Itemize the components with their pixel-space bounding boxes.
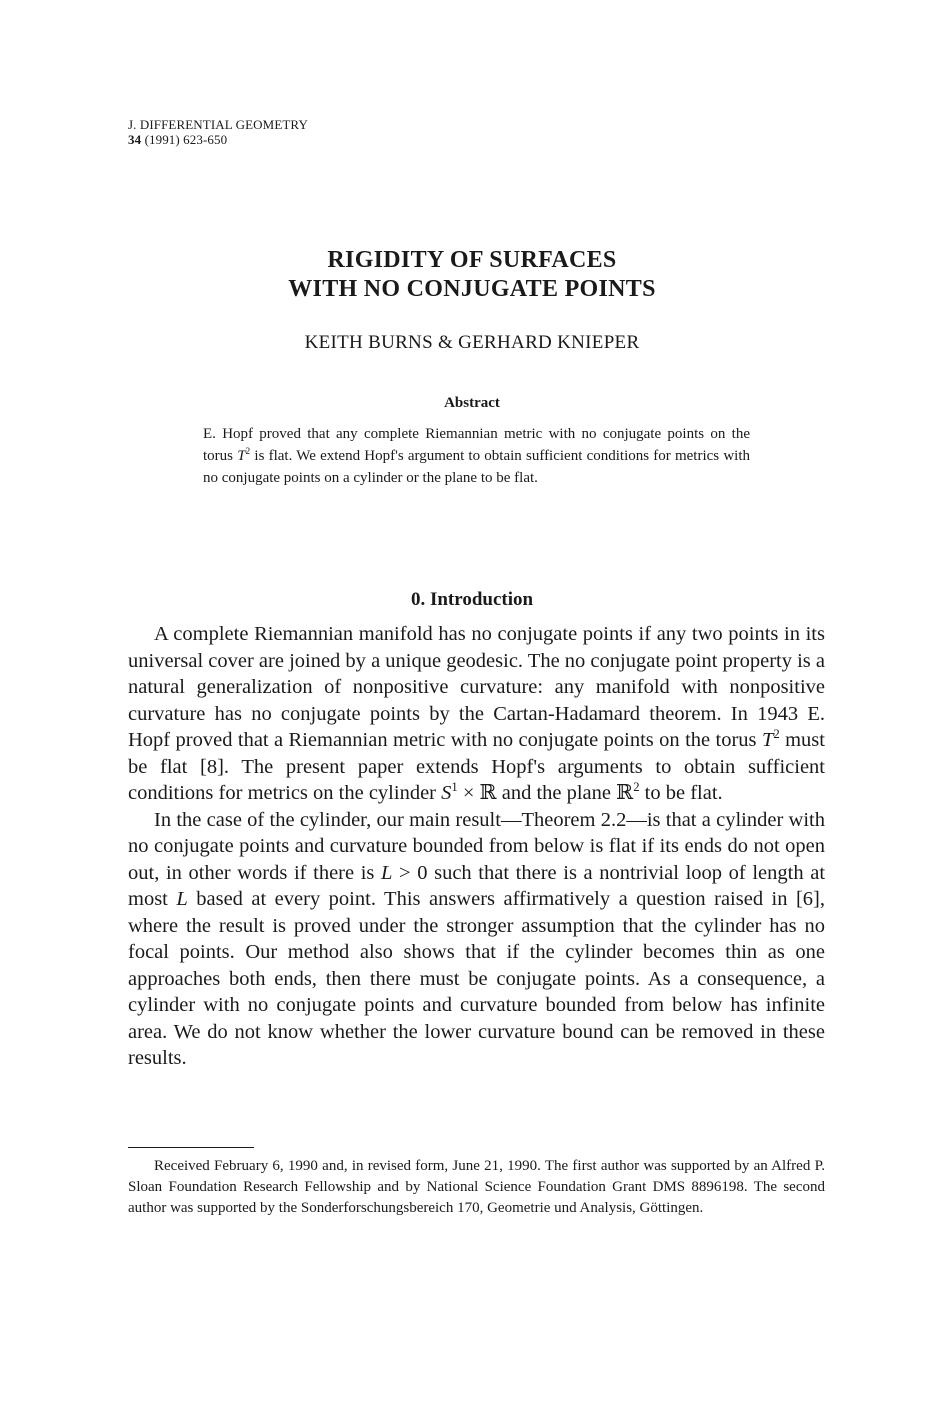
abstract-body xyxy=(203,423,750,489)
intro-p1-text-d: to be flat. xyxy=(639,782,723,804)
footnote-separator xyxy=(128,1147,254,1148)
intro-greater-than-zero: > 0 xyxy=(392,861,428,884)
intro-plane-exponent: 2 xyxy=(633,779,640,794)
abstract-text-2: is flat. We extend Hopf's argument to obtain sufficient conditions for metrics with no conjugate points on a cylinder or the plane to be flat. xyxy=(203,448,750,486)
intro-p1-text-b: must be flat [8]. The present paper extends Hopf's arguments to obtain sufficient conditions for metrics on the cylinder xyxy=(128,729,825,804)
abstract-torus-symbol: T xyxy=(237,448,246,464)
intro-cross-reals: × ℝ xyxy=(457,782,497,804)
paper-title-line-2: WITH NO CONJUGATE POINTS xyxy=(288,276,656,302)
intro-p2-text-b: such that there is a nontrivial loop of length at most xyxy=(128,861,826,910)
intro-p2-text-c: based at every point. This answers affirmatively a question raised in [6], where the result is proved under the stronger assumption that the cylinder has no focal points. Our method also shows that if the cylinder becomes thin as one approaches both ends, then there must be conjugate points. As a consequence, a cylinder with no conjugate points and curvature bounded from below has infinite area. We do not know whether the lower curvature bound can be removed in these results. xyxy=(128,888,825,1069)
paper-title xyxy=(0,246,944,304)
intro-torus-symbol: T xyxy=(761,729,774,751)
intro-length-symbol-2: L xyxy=(176,888,188,910)
journal-volume-line xyxy=(128,132,308,147)
intro-p2-text-a: In the case of the cylinder, our main result—Theorem 2.2—is that a cylinder with no conjugate points and curvature bounded from below is flat if its ends do not open out, in other words if there is xyxy=(128,808,825,884)
footnote xyxy=(128,1156,825,1219)
intro-p1-text-c: and the plane xyxy=(496,782,617,804)
intro-torus-exponent: 2 xyxy=(773,726,780,741)
section-heading-introduction: 0. Introduction xyxy=(410,589,534,610)
intro-p1-text-a: A complete Riemannian manifold has no conjugate points if any two points in its universal cover are joined by a unique geodesic. The no conjugate point property is a natural generalization of nonpositive curvature: any manifold with nonpositive curvature has no conjugate points by the Cartan-Hadamard theorem. In 1943 E. Hopf proved that a Riemannian metric with no conjugate points on the torus xyxy=(128,623,825,751)
abstract-text-1: E. Hopf proved that any complete Riemannian metric with no conjugate points on the torus xyxy=(203,426,750,464)
paper-title-line-1: RIGIDITY OF SURFACES xyxy=(327,247,617,273)
journal-header xyxy=(128,117,308,147)
intro-length-symbol-1: L xyxy=(381,861,393,884)
abstract-torus-exponent: 2 xyxy=(245,446,251,457)
intro-plane-symbol: ℝ xyxy=(616,782,634,804)
journal-volume: 34 xyxy=(128,132,142,147)
journal-name: J. DIFFERENTIAL GEOMETRY xyxy=(128,117,308,132)
abstract-heading: Abstract xyxy=(444,395,500,411)
paper-authors: KEITH BURNS & GERHARD KNIEPER xyxy=(304,332,640,353)
intro-paragraph-2 xyxy=(128,807,825,1072)
introduction-body xyxy=(128,621,825,1072)
intro-paragraph-1 xyxy=(128,621,825,807)
journal-year-pages: (1991) 623-650 xyxy=(144,132,228,147)
footnote-text: Received February 6, 1990 and, in revised form, June 21, 1990. The first author was supported by an Alfred P. Sloan Foundation Research Fellowship and by National Science Foundation Grant DMS 8896198. The second author was supported by the Sonderforschungsbereich 170, Geometrie und Analysis, Göttingen. xyxy=(128,1158,825,1216)
intro-sphere-exponent: 1 xyxy=(451,779,458,794)
intro-sphere-symbol: S xyxy=(441,782,452,804)
